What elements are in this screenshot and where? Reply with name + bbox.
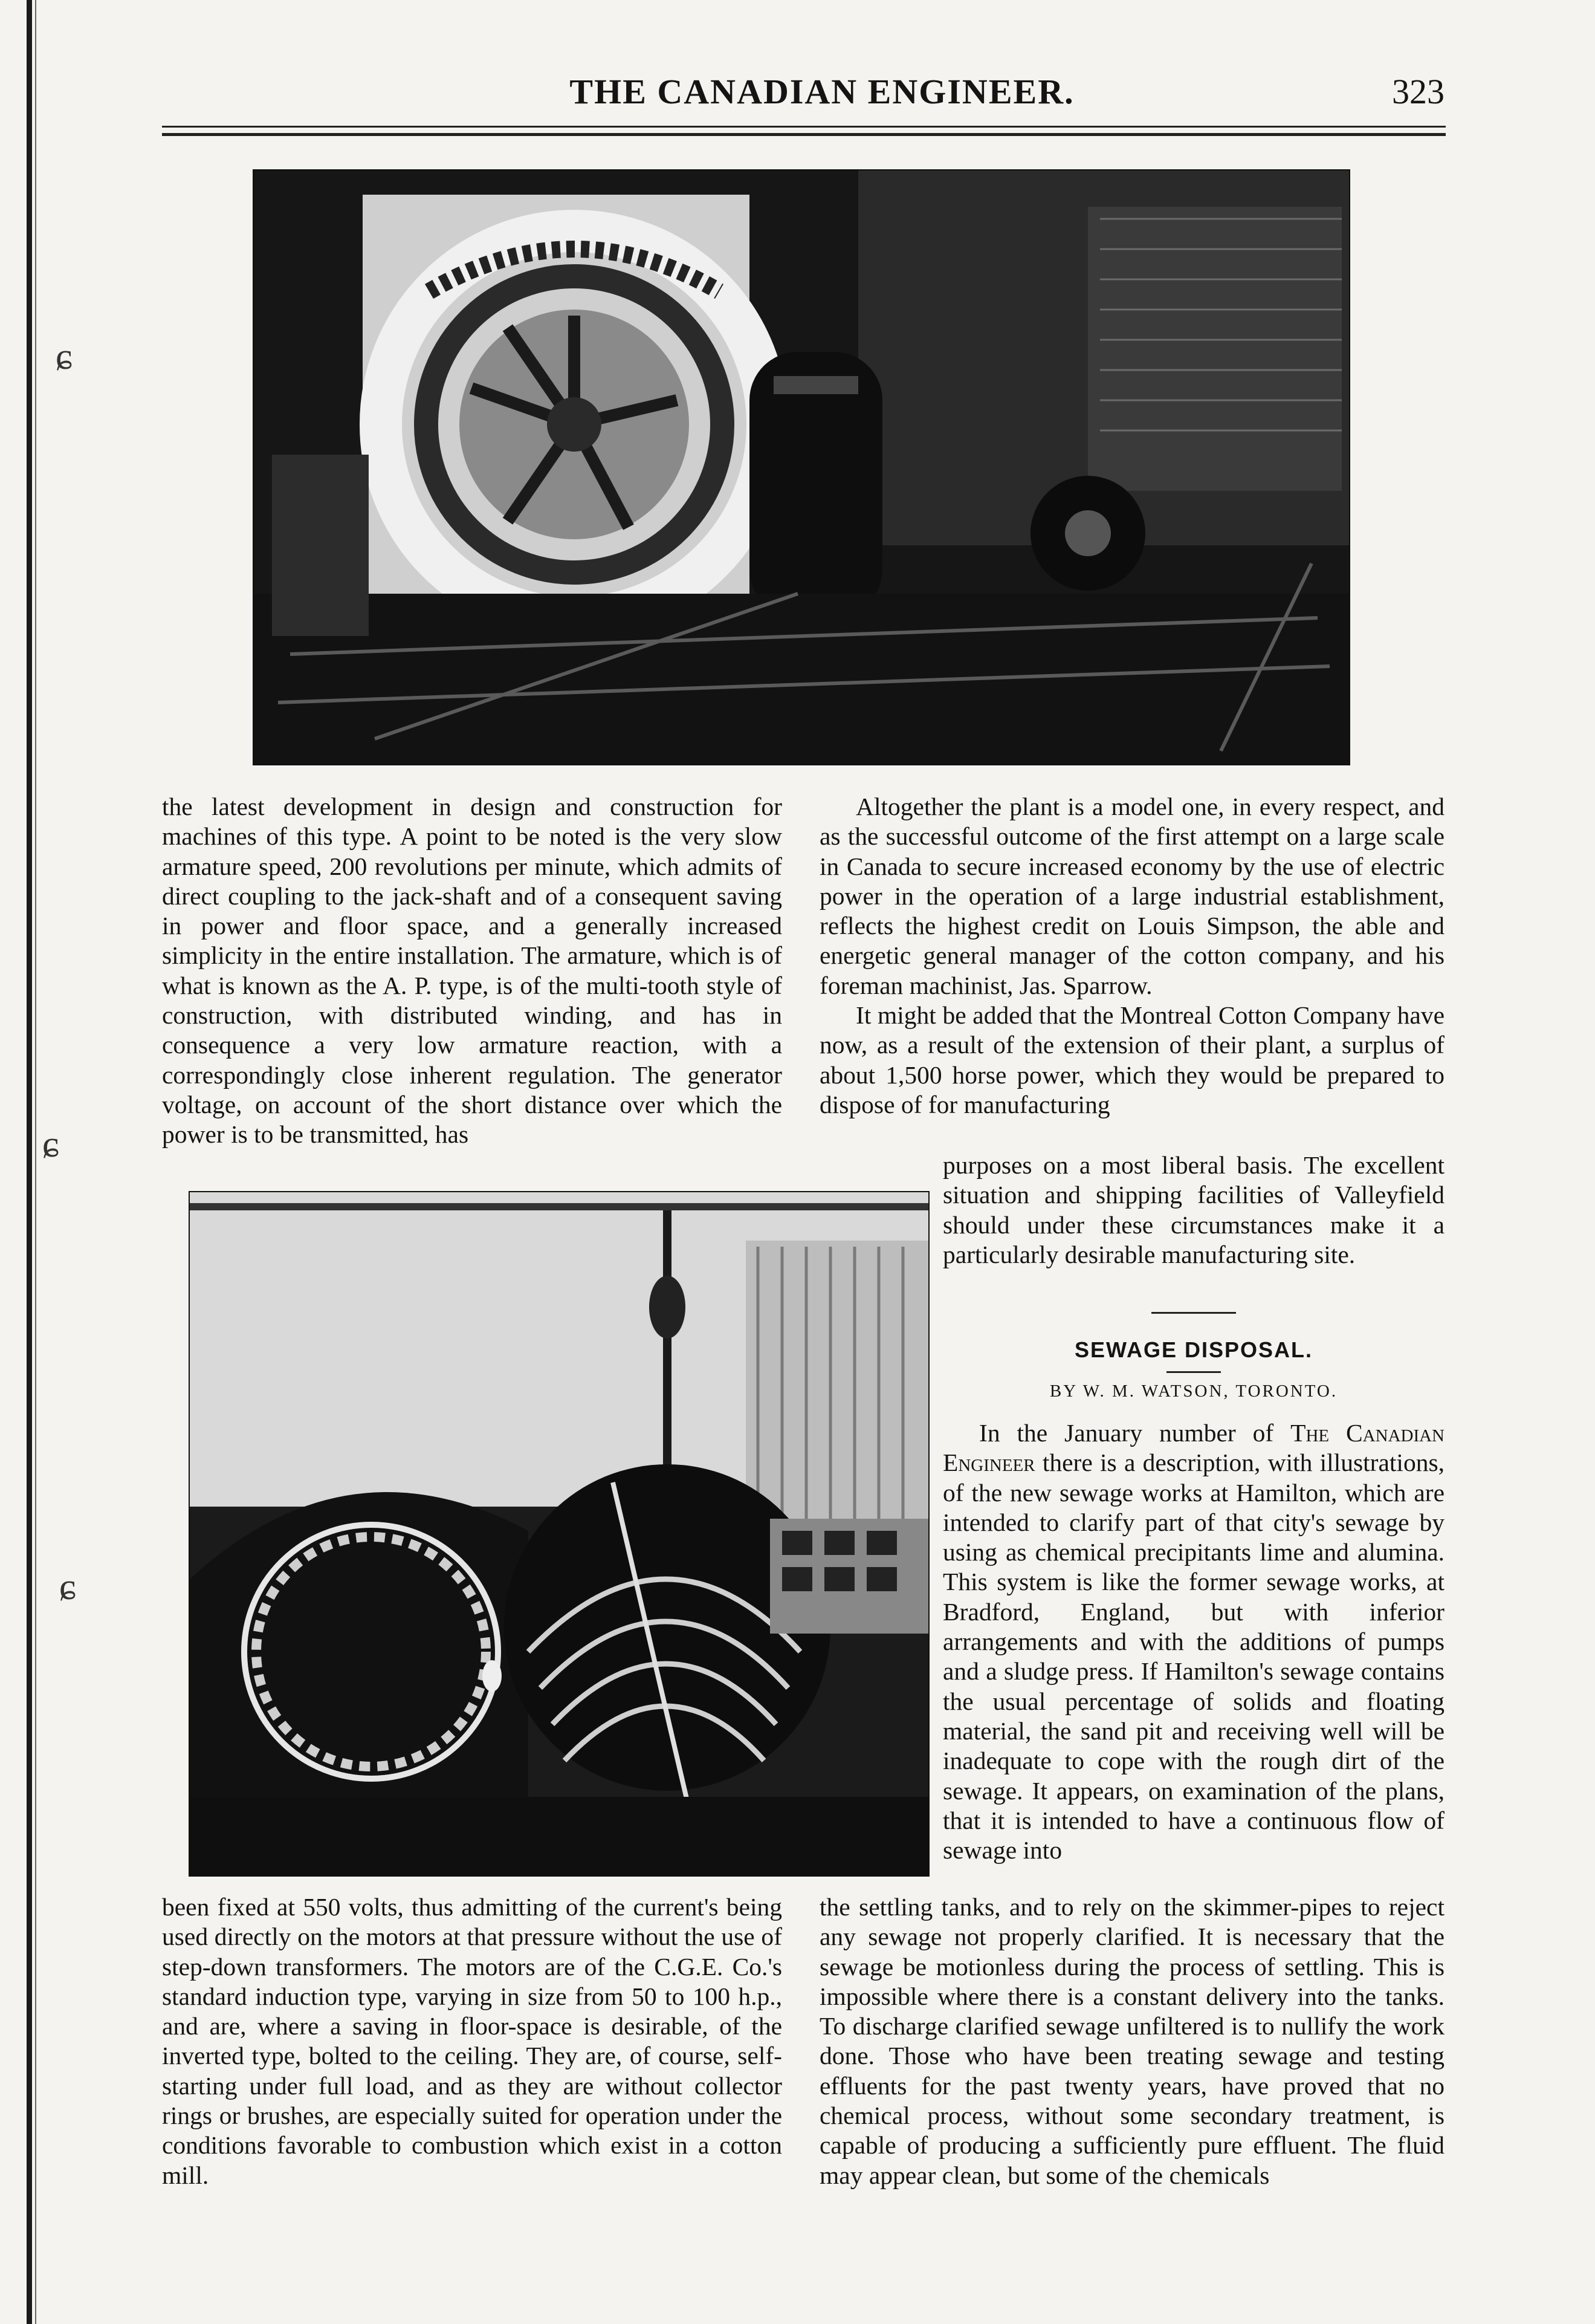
byline: BY W. M. WATSON, TORONTO. [1049,1381,1338,1401]
margin-smudge: ɕ [56,336,73,377]
journal-name: The Canadian Engineer [943,1419,1445,1477]
running-head-title: THE CANADIAN ENGINEER. [569,72,1075,111]
generator-photo [253,169,1350,765]
right-column-upper [820,792,1445,1120]
section-rule [1166,1371,1221,1373]
margin-smudge: ɕ [42,1124,59,1165]
header-rule [162,126,1446,128]
left-column-lower [162,1892,782,2190]
sewage-article-narrow [943,1418,1445,1865]
section-title: SEWAGE DISPOSAL. [1074,1337,1313,1362]
paragraph: purposes on a most liberal basis. The excellent situation and shipping facilities of Valleyfield should under these circumstances make it a particularly desirable manufacturing site. [943,1151,1445,1268]
page-number: 323 [1392,72,1445,111]
binding-edge [27,0,32,2324]
right-column-narrow [943,1151,1445,1270]
margin-smudge: ɕ [59,1566,76,1608]
binding-edge-line [35,0,36,2324]
paragraph: the latest development in design and construction for machines of this type. A point to be noted is the very slow armature speed, 200 revolutions per minute, which admits of direct coupling to the jack-shaft and of a consequent saving in power and floor space, and a generally increased simplicity in the entire installation. The armature, which is of what is known as the A. P. type, is of the multi-tooth style of construction, with distributed winding, and has in consequence a very low armature reaction, with a correspondingly close inherent regulation. The generator voltage, on account of the short distance over which the power is to be transmitted, has [162,793,782,1149]
motor-photo [189,1191,930,1877]
paragraph: the settling tanks, and to rely on the skimmer-pipes to reject any sewage not properly clarified. It is necessary that the sewage be motionless during the process of settling. This is impossible where there is a constant delivery into the tanks. To discharge clarified sewage unfiltered is to nullify the work done. Those who have been treating sewage and testing effluents for the past twenty years, have proved that no chemical process, without some secondary treatment, is capable of producing a sufficiently pure effluent. The fluid may appear clean, but some of the chemicals [820,1893,1445,2189]
paragraph: It might be added that the Montreal Cotton Company have now, as a result of the extension of their plant, a surplus of about 1,500 horse power, which they would be prepared to dispose of for manufacturing [820,1001,1445,1118]
paragraph [943,1418,1445,1865]
paragraph: Altogether the plant is a model one, in every respect, and as the successful outcome of the first attempt on a large scale in Canada to secure increased economy by the use of electric power in the operation of a large industrial establishment, reflects the highest credit on Louis Simpson, the able and energetic general manager of the cotton company, and his foreman machinist, Jas. Sparrow. [820,793,1445,999]
left-column-upper [162,792,782,1150]
paragraph: been fixed at 550 volts, thus admitting of the current's being used directly on the motors at that pressure without the use of step-down transformers. The motors are of the C.G.E. Co.'s standard induction type, varying in size from 50 to 100 h.p., and are, where a saving in floor-space is desirable, of the inverted type, bolted to the ceiling. They are, of course, self-starting under full load, and as they are without collector rings or brushes, are especially suited for operation under the conditions favorable to combustion which exist in a cotton mill. [162,1893,782,2189]
sewage-article-lower [820,1892,1445,2190]
text-run: there is a description, with illustrations, of the new sewage works at Hamilton, which are intended to clarify part of that city's sewage by using as chemical precipitants lime and alumina. This system is like the former sewage works, at Bradford, England, but with inferior arrangements and with the additions of pumps and a sludge press. If Hamilton's sewage contains the usual percentage of solids and floating material, the sand pit and receiving well will be inadequate to cope with the rough dirt of the sewage. It appears, on examination of the plans, that it is intended to have a continuous flow of sewage into [943,1449,1445,1865]
text-run: In the January number of [979,1419,1291,1447]
section-rule [1151,1312,1236,1314]
header-rule [162,133,1446,136]
